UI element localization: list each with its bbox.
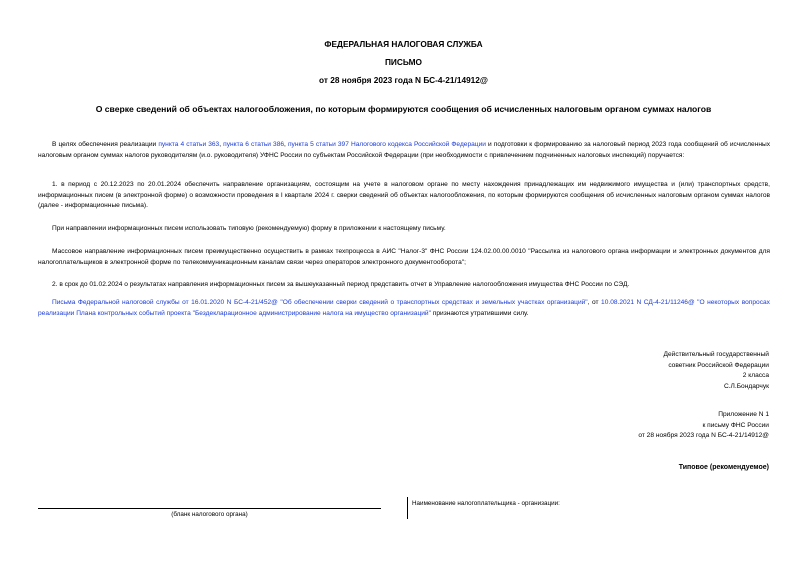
paragraph-repealed [38,298,770,319]
document-type: ПИСЬМО [384,57,423,67]
blank-label: (бланк налогового органа) [171,511,248,518]
signature-line-3: 2 класса [742,372,769,380]
appendix-line-2: к письму ФНС России [702,421,769,429]
form-title: Типовое (рекомендуемое) [678,464,769,471]
link-article-363[interactable]: пункта 4 статьи 363 [158,141,220,148]
paragraph-item-1: 1. в период с 20.12.2023 по 20.01.2024 обеспечить направление организациям, состоящим на учете в налоговом органе по месту нахождения принадлежащих им недвижимого имущества и (или) транспортных средств, информационных писем (в электронной форме) о возможности проведения в I квартале 2024 г. сверки сведений об объектах налогообложения, по которым формируются сообщения об исчисленных налоговым органом суммах налогов (далее - информационные письма). [38,181,770,210]
link-article-386[interactable]: пункта 6 статьи 386 [223,141,285,148]
intro-text-4: и подготовки к формированию за налоговый период 2023 года сообщений об исчисленных налоговым органом суммах налогов руководителям (и.о. руководителя) УФНС России по субъектам Российской Федерации (при необходимости с привлечением подчиненных налоговых инспекций) поручается: [38,141,771,159]
signature-line-2: советник Российской Федерации [668,361,769,369]
intro-text-2: , [219,141,224,148]
document-date-number: от 28 ноября 2023 года N БС-4-21/14912@ [318,75,489,85]
paragraph-item-2: 2. в срок до 01.02.2024 о результатах направления информационных писем за вышеуказанный период представить отчет в Управление налогообложения имущества ФНС России по СЭД. [52,281,630,288]
signature-block [664,350,770,392]
link-article-397[interactable]: пункта 5 статьи 397 Налогового кодекса Российской Федерации [287,141,486,148]
appendix-block [638,410,769,442]
paragraph-intro [38,140,770,161]
agency-name: ФЕДЕРАЛЬНАЯ НАЛОГОВАЯ СЛУЖБА [324,39,483,49]
intro-text-3: , [284,141,288,148]
signature-name: С.Л.Бондарчук [723,382,769,390]
payer-label: Наименование налогоплательщика - организации: [412,500,560,507]
repealed-text-1: , от [587,299,602,306]
link-letter-2020[interactable]: Письма Федеральной налоговой службы от 16.01.2020 N БС-4-21/452@ "Об обеспечении сверки сведений о транспортных средствах и земельных участках организаций" [52,299,588,306]
paragraph-mass-sending: Массовое направление информационных писем преимущественно осуществить в рамках техпроцесса в АИС "Налог-3" ФНС России 124.02.00.00.0010 "Рассылка из налогового органа информации и электронных документов для налогоплательщиков в электронной форме по телекоммуникационным каналам связи через операторов электронного документооборота"; [38,248,770,266]
blank-line [38,508,381,509]
signature-line-1: Действительный государственный [663,351,769,358]
document-subject: О сверке сведений об объектах налогообложения, по которым формируются сообщения об исчисленных налоговым органом суммах налогов [95,104,712,114]
form-divider [407,497,408,519]
repealed-text-2: признаются утратившими силу. [430,309,529,317]
paragraph-template-note: При направлении информационных писем использовать типовую (рекомендуемую) форму в приложении к настоящему письму. [52,225,446,232]
appendix-line-1: Приложение N 1 [718,411,769,418]
link-letter-2021[interactable]: 10.08.2021 N СД-4-21/11246@ "О некоторых вопросах реализации Плана контрольных событий проекта "Бездекларационное администрирование налога на имущество организаций" [38,299,770,317]
appendix-line-3: от 28 ноября 2023 года N БС-4-21/14912@ [638,432,769,440]
intro-text-1: В целях обеспечения реализации [52,141,159,148]
